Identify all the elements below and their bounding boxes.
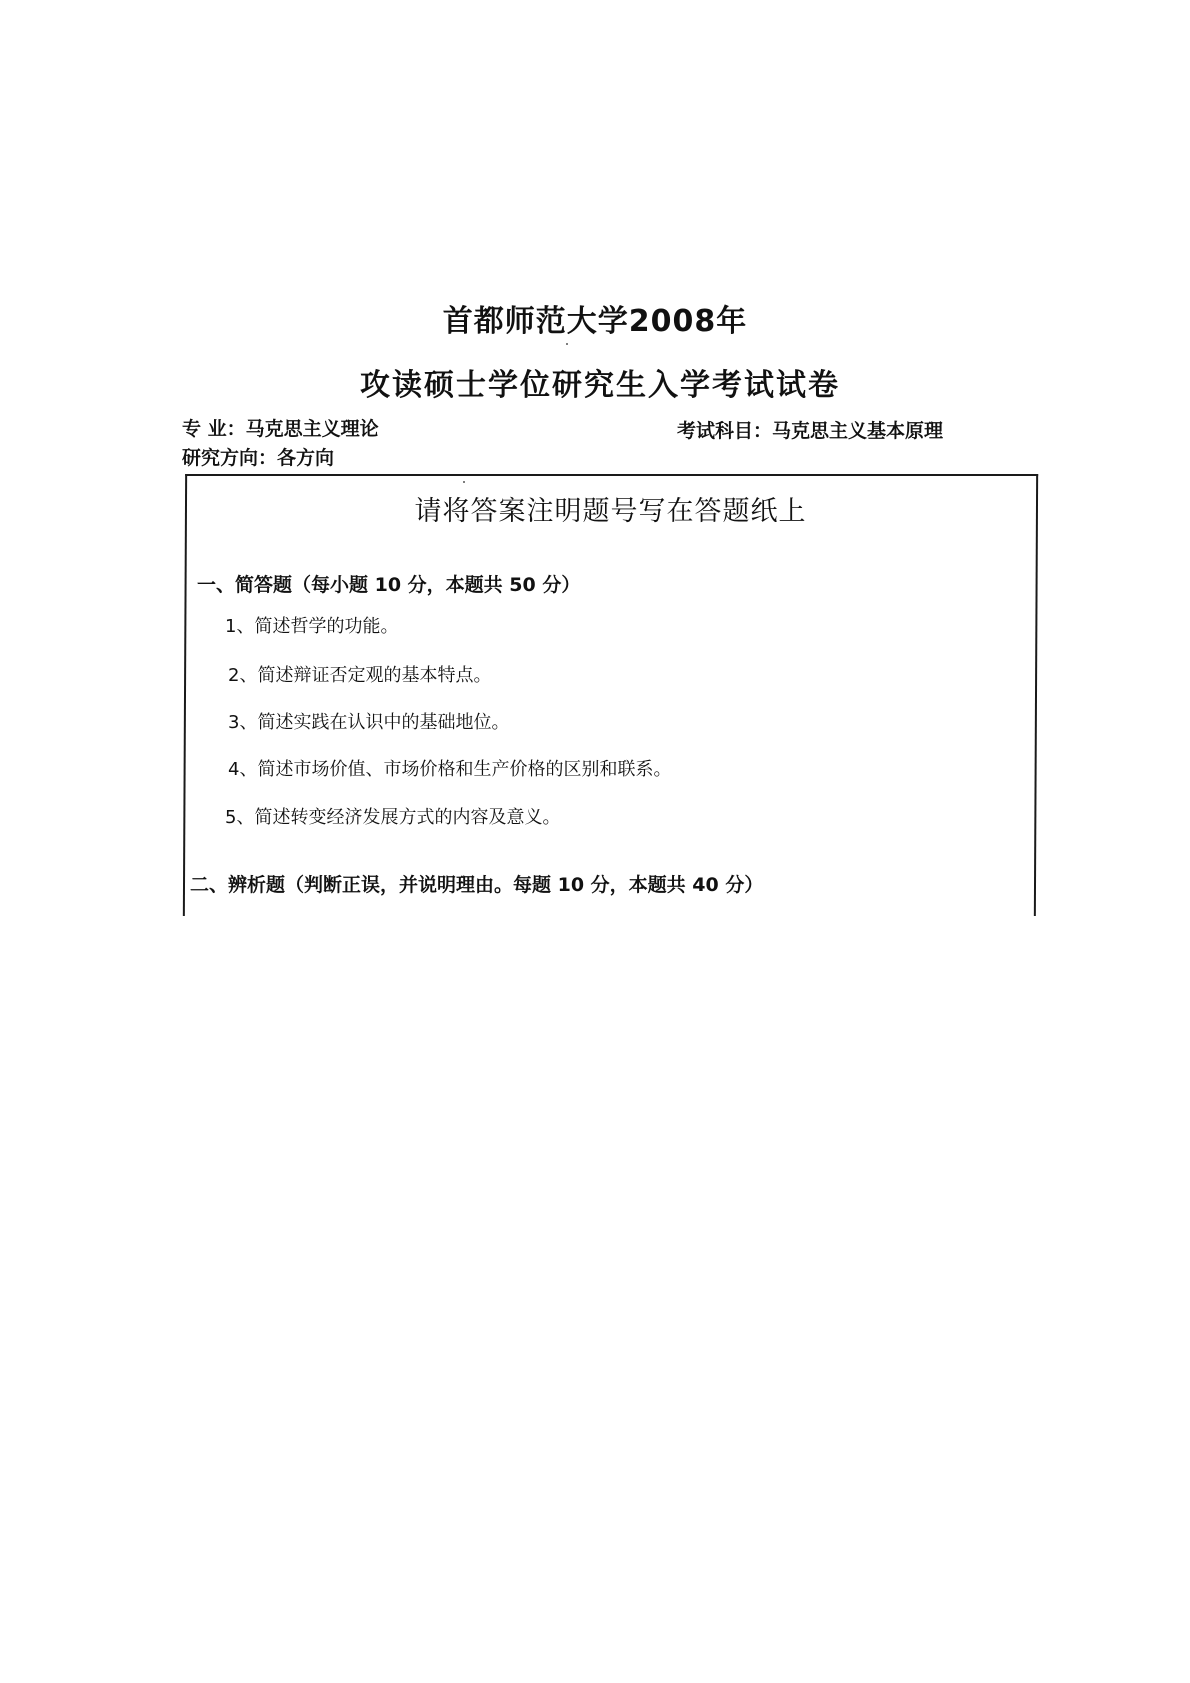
exam-title-university: 首都师范大学2008年 xyxy=(442,304,748,339)
major-line xyxy=(182,414,379,441)
question-item: 4、简述市场价值、市场价格和生产价格的区别和联系。 xyxy=(228,759,672,780)
section-heading-analysis: 二、辨析题（判断正误，并说明理由。每题 10 分，本题共 40 分） xyxy=(190,874,764,896)
section-heading-short-answer: 一、简答题（每小题 10 分，本题共 50 分） xyxy=(197,574,581,596)
question-item: 1、简述哲学的功能。 xyxy=(225,616,399,637)
exam-title-exam-name: 攻读硕士学位研究生入学考试试卷 xyxy=(360,368,840,403)
direction-value: 各方向 xyxy=(277,447,335,469)
subject-line xyxy=(677,416,943,443)
question-item: 5、简述转变经济发展方式的内容及意义。 xyxy=(225,807,561,828)
answer-sheet-notice: 请将答案注明题号写在答题纸上 xyxy=(414,496,807,527)
question-box-frame xyxy=(183,474,1038,916)
major-value: 马克思主义理论 xyxy=(245,418,379,440)
direction-line xyxy=(182,443,334,470)
major-label: 专 业： xyxy=(182,418,246,440)
scan-speck xyxy=(463,481,465,483)
subject-value: 马克思主义基本原理 xyxy=(772,420,944,442)
subject-label: 考试科目： xyxy=(677,420,773,442)
scan-speck xyxy=(566,343,568,345)
question-item: 2、简述辩证否定观的基本特点。 xyxy=(228,665,492,686)
question-item: 3、简述实践在认识中的基础地位。 xyxy=(228,712,510,733)
direction-label: 研究方向： xyxy=(182,447,278,469)
